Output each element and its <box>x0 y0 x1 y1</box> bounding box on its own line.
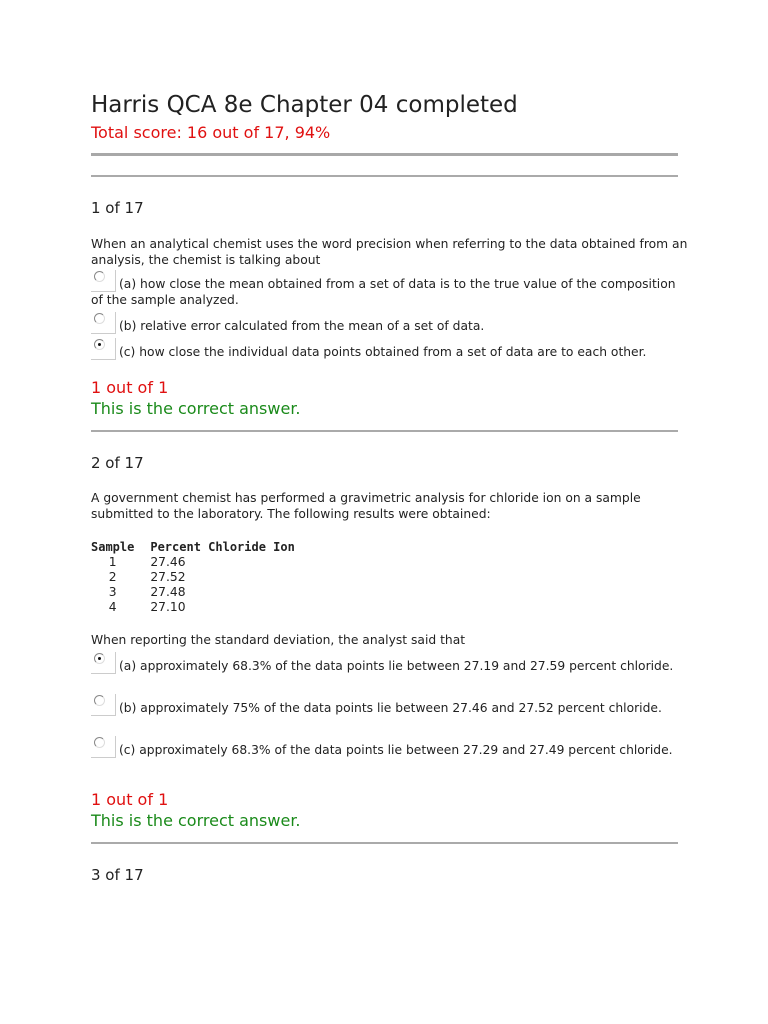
feedback: This is the correct answer. <box>91 811 301 830</box>
radio-button-selected[interactable] <box>91 652 116 674</box>
radio-button[interactable] <box>91 270 116 292</box>
column-header: Sample <box>91 540 135 554</box>
table-row <box>91 555 311 570</box>
question-number: 2 of 17 <box>91 454 144 472</box>
divider <box>91 175 678 177</box>
option-label: (b) relative error calculated from the mean of a set of data. <box>119 319 485 333</box>
column-header: Percent Chloride Ion <box>150 540 295 554</box>
sample-cell: 1 <box>108 555 117 569</box>
option-label: (a) how close the mean obtained from a set of data is to the true value of the composition of the sample analyzed. <box>91 277 676 307</box>
question-score: 1 out of 1 <box>91 378 169 397</box>
sample-cell: 4 <box>108 600 117 614</box>
value-cell: 27.52 <box>150 570 186 584</box>
sample-cell: 2 <box>108 570 117 584</box>
total-score: Total score: 16 out of 17, 94% <box>91 123 331 142</box>
question-prompt: When reporting the standard deviation, the analyst said that <box>91 633 466 647</box>
feedback: This is the correct answer. <box>91 399 301 418</box>
data-table <box>91 539 311 615</box>
page-title: Harris QCA 8e Chapter 04 completed <box>91 92 518 118</box>
table-row <box>91 570 311 585</box>
option-label: (c) approximately 68.3% of the data points lie between 27.29 and 27.49 percent chloride. <box>119 743 673 757</box>
option-c[interactable] <box>91 338 691 360</box>
divider <box>91 842 678 844</box>
question-text: When an analytical chemist uses the word precision when referring to the data obtained from an analysis, the chemist is talking about <box>91 237 688 267</box>
radio-button[interactable] <box>91 694 116 716</box>
radio-button[interactable] <box>91 312 116 334</box>
value-cell: 27.48 <box>150 585 186 599</box>
option-a[interactable] <box>91 270 691 308</box>
value-cell: 27.10 <box>150 600 186 614</box>
divider <box>91 430 678 432</box>
question-number: 3 of 17 <box>91 866 144 884</box>
option-c[interactable] <box>91 736 691 758</box>
radio-button[interactable] <box>91 736 116 758</box>
option-label: (a) approximately 68.3% of the data points lie between 27.19 and 27.59 percent chloride. <box>119 659 674 673</box>
question-text: A government chemist has performed a gravimetric analysis for chloride ion on a sample submitted to the laboratory. The following results were obtained: <box>91 491 641 521</box>
value-cell: 27.46 <box>150 555 186 569</box>
option-a[interactable] <box>91 652 691 674</box>
sample-cell: 3 <box>108 585 117 599</box>
question-number: 1 of 17 <box>91 199 144 217</box>
table-row <box>91 600 311 615</box>
option-b[interactable] <box>91 312 691 334</box>
option-label: (b) approximately 75% of the data points lie between 27.46 and 27.52 percent chloride. <box>119 701 662 715</box>
option-b[interactable] <box>91 694 691 716</box>
radio-button-selected[interactable] <box>91 338 116 360</box>
divider <box>91 153 678 156</box>
table-row <box>91 585 311 600</box>
option-label: (c) how close the individual data points obtained from a set of data are to each other. <box>119 345 647 359</box>
question-score: 1 out of 1 <box>91 790 169 809</box>
